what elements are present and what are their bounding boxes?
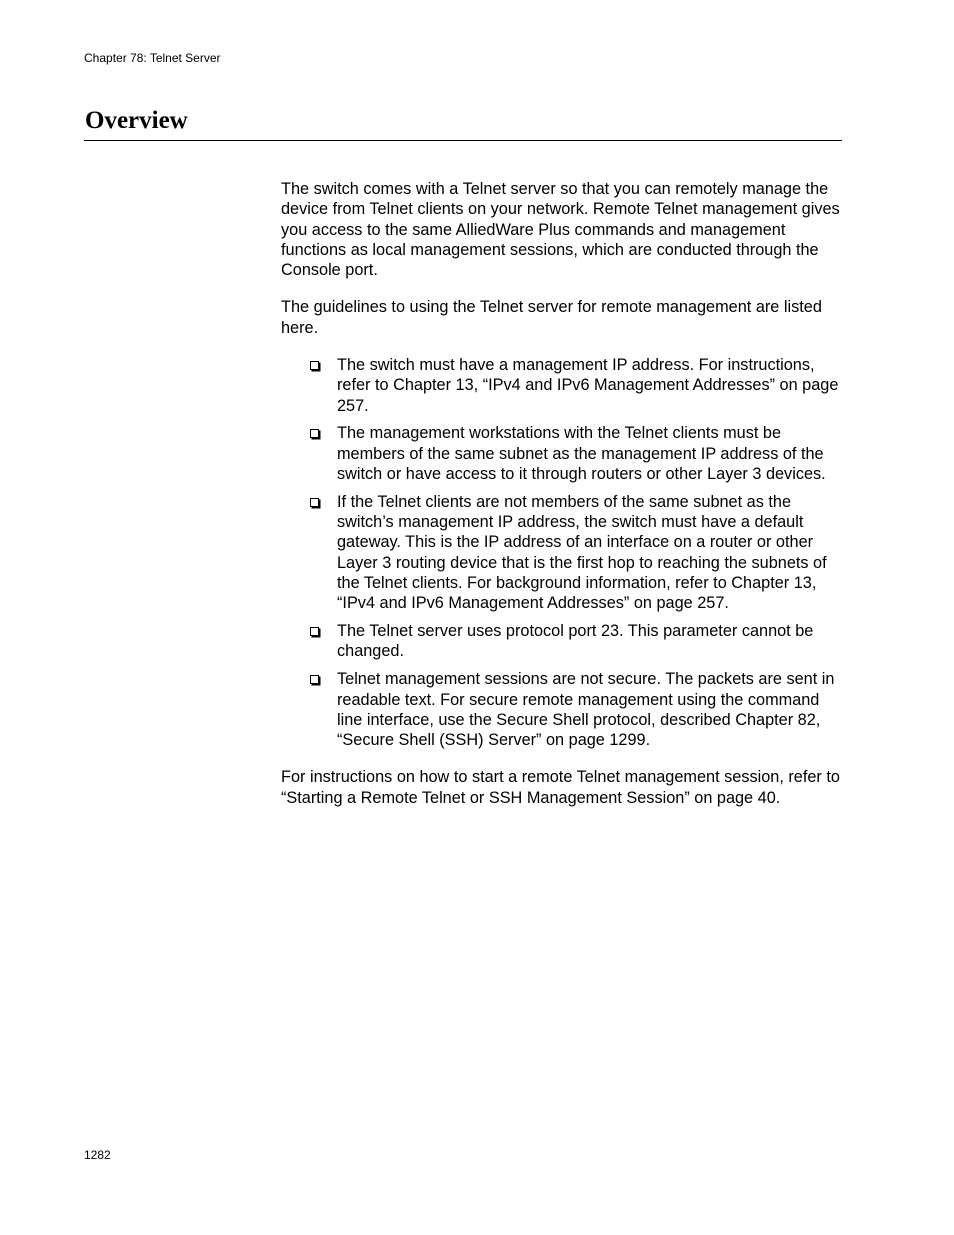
list-item — [337, 355, 846, 416]
guidelines-list — [281, 355, 846, 750]
checkbox-square-icon — [310, 498, 319, 507]
page-number: 1282 — [84, 1148, 111, 1162]
checkbox-square-icon — [310, 361, 319, 370]
checkbox-square-icon — [310, 627, 319, 636]
checkbox-square-icon — [310, 429, 319, 438]
body-text — [281, 179, 846, 825]
list-item-text: The switch must have a management IP address. For instructions, refer to Chapter 13, “IPv4 and IPv6 Management Addresses” on page 257. — [337, 356, 839, 415]
checkbox-square-icon — [310, 675, 319, 684]
list-item — [337, 492, 846, 614]
list-item — [337, 669, 846, 750]
list-item-text: The management workstations with the Telnet clients must be members of the same subnet as the management IP address of the switch or have access to it through routers or other Layer 3 devices. — [337, 424, 826, 484]
intro-paragraph: The switch comes with a Telnet server so that you can remotely manage the device from Telnet clients on your network. Remote Telnet management gives you access to the same AlliedWare Plus commands and management functions as local management sessions, which are conducted through the Console port. — [281, 180, 840, 280]
section-title: Overview — [85, 107, 188, 134]
list-item — [337, 423, 846, 484]
title-rule — [84, 140, 842, 141]
closing-paragraph: For instructions on how to start a remote Telnet management session, refer to “Starting a Remote Telnet or SSH Management Session” on page 40. — [281, 768, 840, 807]
list-item-text: The Telnet server uses protocol port 23. This parameter cannot be changed. — [337, 622, 814, 661]
list-item-text: Telnet management sessions are not secure. The packets are sent in readable text. For secure remote management using the command line interface, use the Secure Shell protocol, described Chapter 82, “Secure Shell (SSH) Server” on page 1299. — [337, 670, 835, 750]
list-item-text: If the Telnet clients are not members of the same subnet as the switch’s management IP address, the switch must have a default gateway. This is the IP address of an interface on a router or other Layer 3 routing device that is the first hop to reaching the subnets of the Telnet clients. For background information, refer to Chapter 13, “IPv4 and IPv6 Management Addresses” on page 257. — [337, 492, 827, 613]
list-item — [337, 621, 846, 662]
running-header: Chapter 78: Telnet Server — [84, 51, 221, 65]
guidelines-paragraph: The guidelines to using the Telnet server for remote management are listed here. — [281, 298, 822, 337]
